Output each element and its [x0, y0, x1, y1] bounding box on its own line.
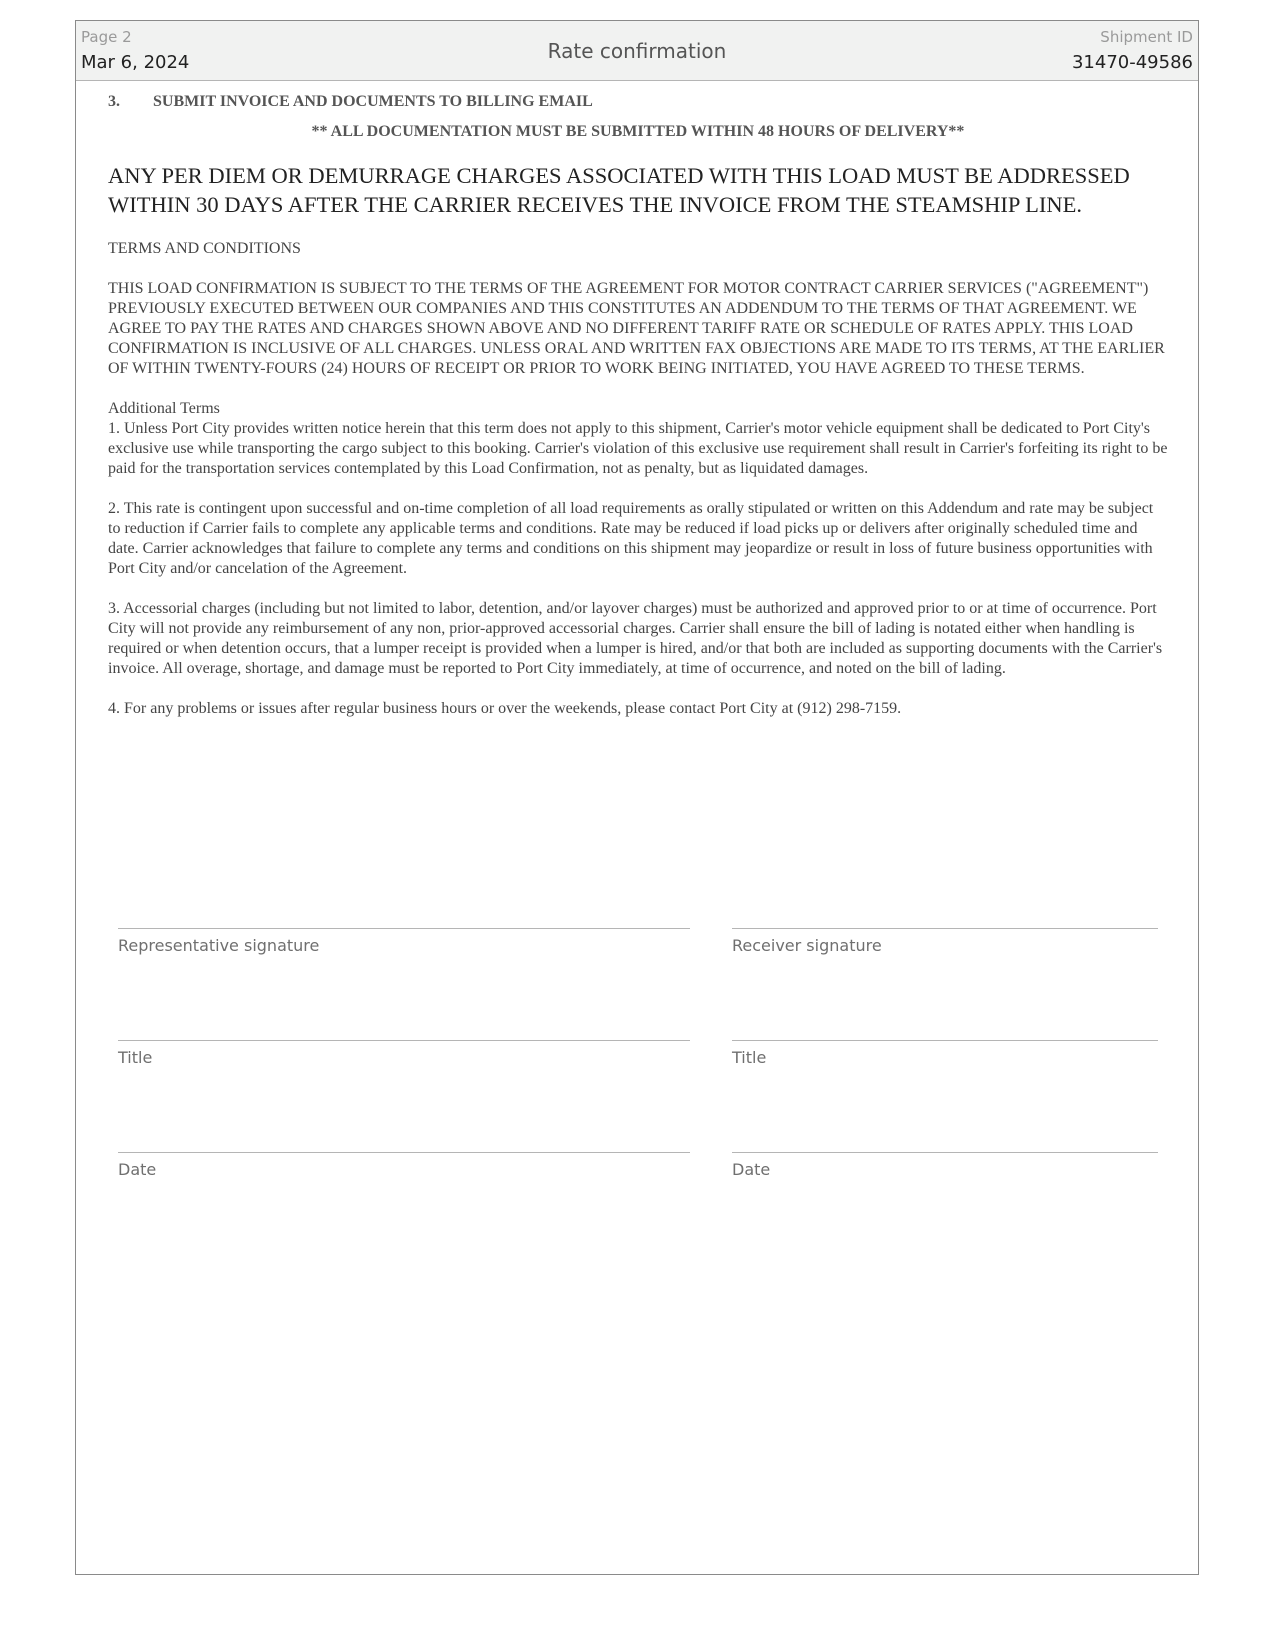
additional-term-item: 1. Unless Port City provides written notice herein that this term does not apply to this shipment, Carrier's motor vehicle equipment shall be dedicated to Port City's exclusive use while transporting the cargo subject to this booking. Carrier's violation of this exclusive use requirement shall result in Carrier's forfeiting its right to be paid for the transportation services contemplated by this Load Confirmation, not as penalty, but as liquidated damages. — [108, 420, 1168, 477]
terms-heading: TERMS AND CONDITIONS — [108, 240, 301, 257]
representative-date-line[interactable] — [118, 1152, 690, 1153]
page-header — [76, 21, 1198, 81]
representative-signature-label: Representative signature — [118, 936, 320, 955]
document-date: Mar 6, 2024 — [81, 52, 190, 73]
document-title: Rate confirmation — [547, 39, 727, 63]
additional-term-item: 2. This rate is contingent upon successful and on-time completion of all load requirements as orally stipulated or written on this Addendum and rate may be subject to reduction if Carrier fails to complete any applicable terms and conditions. Rate may be reduced if load picks up or delivers after originally scheduled time and date. Carrier acknowledges that failure to complete any terms and conditions on this shipment may jeopardize or result in loss of future business opportunities with Port City and/or cancelation of the Agreement. — [108, 500, 1154, 577]
receiver-date-label: Date — [732, 1160, 771, 1179]
terms-body: THIS LOAD CONFIRMATION IS SUBJECT TO THE TERMS OF THE AGREEMENT FOR MOTOR CONTRACT CARRIER SERVICES ("AGREEMENT") PREVIOUSLY EXECUTED BETWEEN OUR COMPANIES AND THIS CONSTITUTES AN ADDENDUM TO THE TERMS OF THAT AGREEMENT. WE AGREE TO PAY THE RATES AND CHARGES SHOWN ABOVE AND NO DIFFERENT TARIFF RATE OR SCHEDULE OF RATES APPLY. THIS LOAD CONFIRMATION IS INCLUSIVE OF ALL CHARGES. UNLESS ORAL AND WRITTEN FAX OBJECTIONS ARE MADE TO ITS TERMS, AT THE EARLIER OF WITHIN TWENTY-FOURS (24) HOURS OF RECEIPT OR PRIOR TO WORK BEING INITIATED, YOU HAVE AGREED TO THESE TERMS. — [108, 280, 1165, 377]
additional-term-item: 4. For any problems or issues after regular business hours or over the weekends, please contact Port City at (912) 298-7159. — [108, 700, 902, 717]
section-title: SUBMIT INVOICE AND DOCUMENTS TO BILLING EMAIL — [153, 93, 593, 110]
representative-title-label: Title — [118, 1048, 153, 1067]
page-frame — [75, 20, 1199, 1575]
receiver-title-label: Title — [732, 1048, 767, 1067]
receiver-signature-label: Receiver signature — [732, 936, 882, 955]
section-heading — [108, 93, 1168, 123]
receiver-signature-line[interactable] — [732, 928, 1158, 929]
receiver-title-line[interactable] — [732, 1040, 1158, 1041]
representative-title-line[interactable] — [118, 1040, 690, 1041]
representative-date-label: Date — [118, 1160, 157, 1179]
section-number: 3. — [108, 93, 120, 110]
shipment-id-label: Shipment ID — [1100, 28, 1193, 46]
representative-signature-line[interactable] — [118, 928, 690, 929]
document-body — [108, 93, 1168, 739]
submission-notice: ** ALL DOCUMENTATION MUST BE SUBMITTED WITHIN 48 HOURS OF DELIVERY** — [311, 123, 965, 140]
additional-term-item: 3. Accessorial charges (including but not limited to labor, detention, and/or layover charges) must be authorized and approved prior to or at time of occurrence. Port City will not provide any reimbursement of any non, prior-approved accessorial charges. Carrier shall ensure the bill of lading is notated either when handling is required or when detention occurs, that a lumper receipt is provided when a lumper is hired, and/or that both are included as supporting documents with the Carrier's invoice. All overage, shortage, and damage must be reported to Port City immediately, at time of occurrence, and noted on the bill of lading. — [108, 600, 1163, 677]
page-number-label: Page 2 — [81, 28, 132, 46]
additional-terms-heading: Additional Terms — [108, 400, 220, 417]
receiver-date-line[interactable] — [732, 1152, 1158, 1153]
demurrage-warning: ANY PER DIEM OR DEMURRAGE CHARGES ASSOCIATED WITH THIS LOAD MUST BE ADDRESSED WITHIN 30 DAYS AFTER THE CARRIER RECEIVES THE INVOICE FROM THE STEAMSHIP LINE. — [108, 163, 1130, 217]
shipment-id-value: 31470-49586 — [1071, 52, 1193, 73]
